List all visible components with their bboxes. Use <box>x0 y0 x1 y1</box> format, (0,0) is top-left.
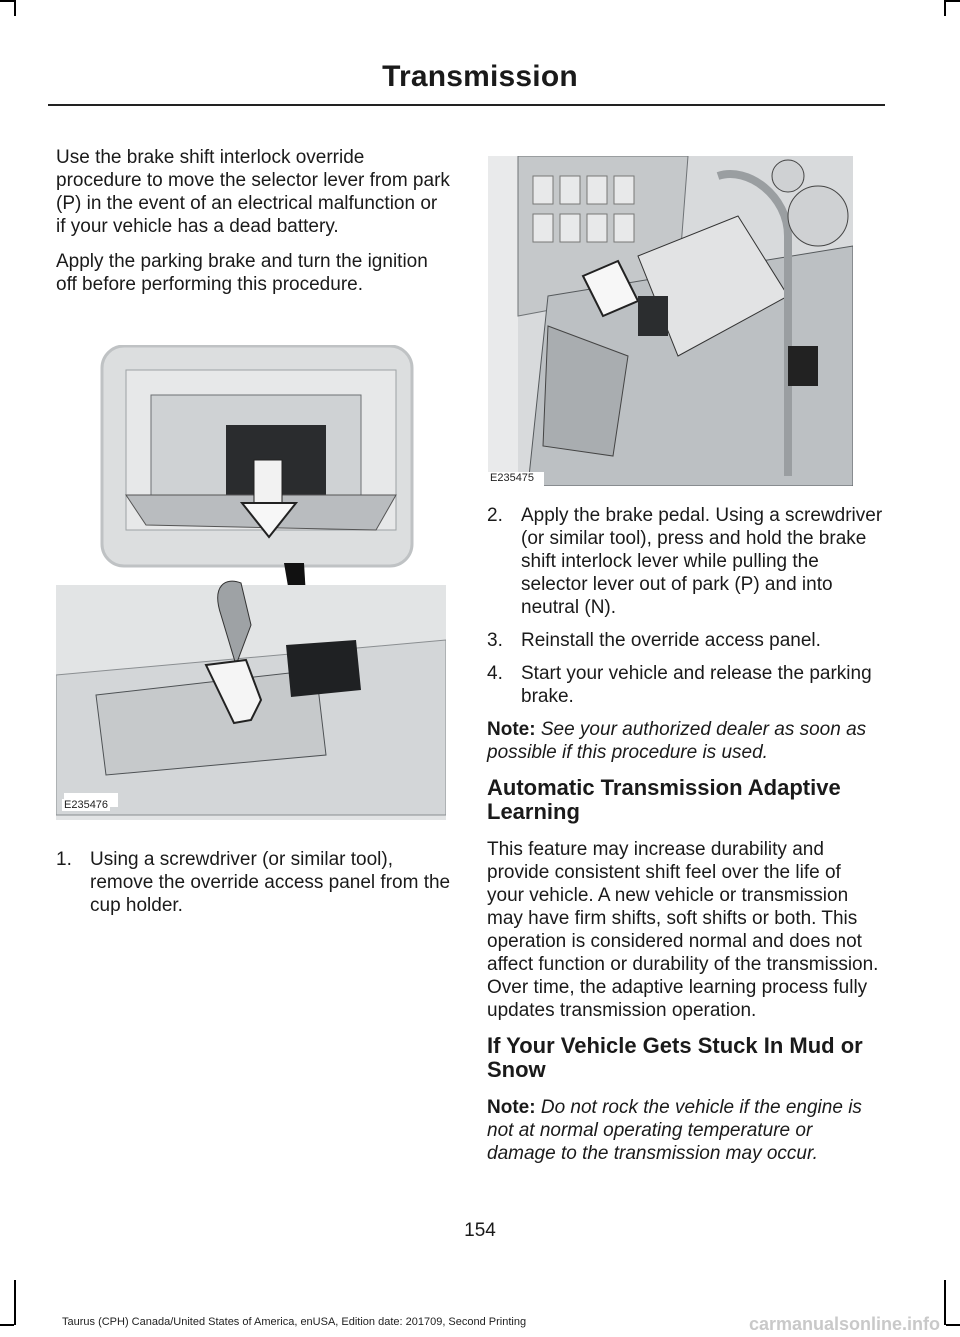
crop-mark <box>946 1324 960 1326</box>
left-column <box>56 146 451 308</box>
figure-code: E235476 <box>64 799 109 811</box>
section-paragraph: This feature may increase durability and provide consistent shift feel over the life of your vehicle. A new vehicle or transmission may have firm shifts, soft shifts or both. This operation is considered normal and does not affect function or durability of the transmission. Over time, the adaptive learning process fully updates transmission operation. <box>487 839 879 1021</box>
crop-mark <box>946 0 960 2</box>
step-number: 1. <box>56 849 72 870</box>
note <box>487 718 883 764</box>
section-heading: If Your Vehicle Gets Stuck In Mud or Snow <box>487 1033 863 1082</box>
interlock-lever-illustration <box>488 156 853 486</box>
crop-mark <box>944 1280 946 1325</box>
note-label: Note: <box>487 1097 536 1118</box>
note <box>487 1096 883 1165</box>
step-item <box>487 629 883 652</box>
step-text: Using a screwdriver (or similar tool), remove the override access panel from the cup holder. <box>90 849 451 916</box>
interlock-lever-drawing <box>488 156 853 486</box>
step-number: 2. <box>487 505 503 526</box>
crop-mark <box>944 0 946 16</box>
step-number: 4. <box>487 663 503 684</box>
title-divider <box>48 104 885 106</box>
figure-code: E235475 <box>490 472 535 484</box>
console-override-illustration <box>56 345 446 825</box>
right-column <box>487 504 883 1177</box>
step-text: Reinstall the override access panel. <box>521 630 821 651</box>
step-number: 3. <box>487 630 503 651</box>
note-text: Do not rock the vehicle if the engine is not at normal operating temperature or damage to the transmission may occur. <box>487 1097 862 1164</box>
step-1 <box>56 848 451 927</box>
step-item <box>487 504 883 619</box>
watermark: carmanualsonline.info <box>748 1314 940 1334</box>
console-override-drawing <box>56 345 446 825</box>
note-label: Note: <box>487 719 536 740</box>
crop-mark <box>0 0 14 2</box>
page-number: 154 <box>464 1220 496 1241</box>
step-item <box>56 848 451 917</box>
step-item <box>487 662 883 708</box>
intro-paragraph: Use the brake shift interlock override procedure to move the selector lever from park (P) in the event of an electrical malfunction or if your vehicle has a dead battery. <box>56 147 450 237</box>
crop-mark <box>14 0 16 16</box>
crop-mark <box>14 1280 16 1325</box>
step-text: Apply the brake pedal. Using a screwdriver (or similar tool), press and hold the brake shift interlock lever while pulling the selector lever out of park (P) and into neutral (N). <box>521 505 883 618</box>
step-text: Start your vehicle and release the parking brake. <box>521 663 872 707</box>
section-heading: Automatic Transmission Adaptive Learning <box>487 775 841 824</box>
page-title: Transmission <box>382 60 578 93</box>
crop-mark <box>0 1324 14 1326</box>
note-text: See your authorized dealer as soon as possible if this procedure is used. <box>487 719 867 763</box>
instruction-paragraph: Apply the parking brake and turn the ignition off before performing this procedure. <box>56 251 428 295</box>
edition-footer: Taurus (CPH) Canada/United States of America, enUSA, Edition date: 201709, Second Printing <box>62 1316 527 1328</box>
